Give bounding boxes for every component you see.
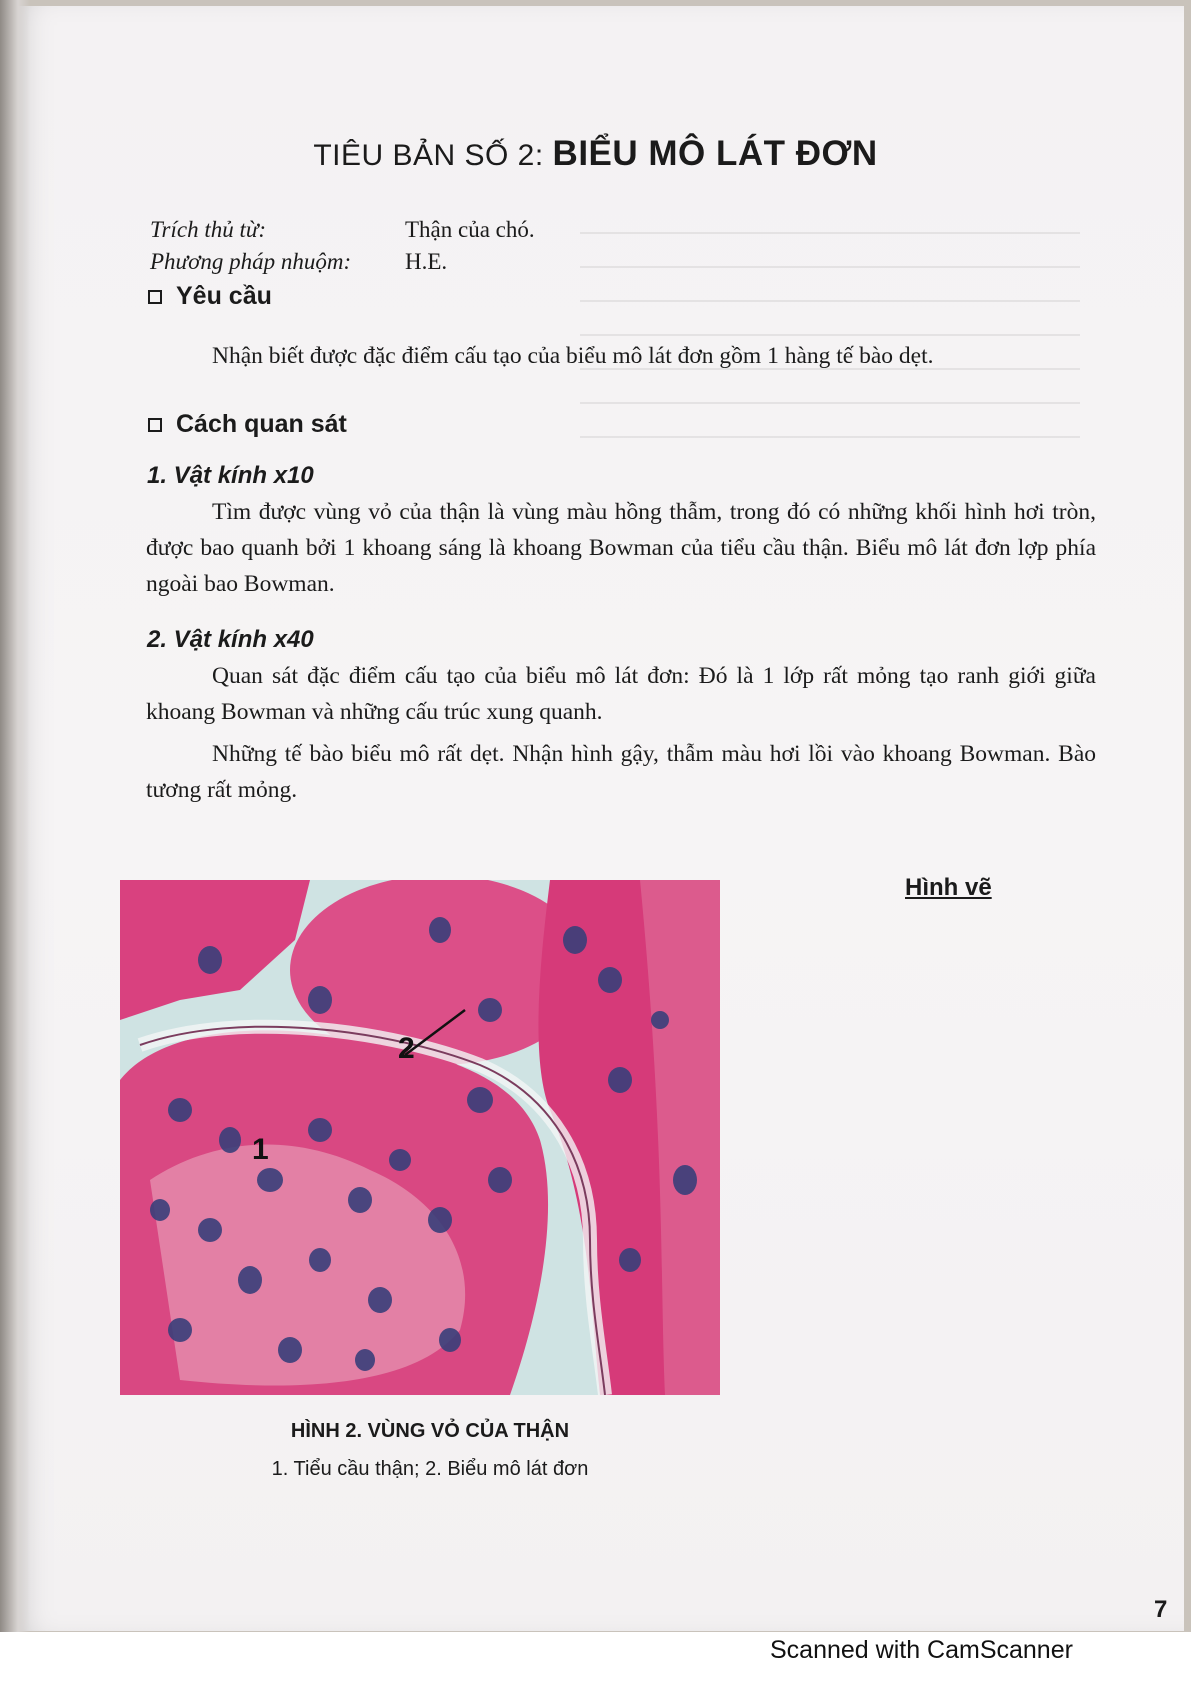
x40-text-1: Quan sát đặc điểm cấu tạo của biểu mô lát đơn: Đó là 1 lớp rất mỏng tạo ranh giới giữa khoang Bowman và những cấu trúc xung quanh.: [146, 663, 1096, 725]
page-binding-shadow: [0, 0, 30, 1640]
figure-label-1: 1: [252, 1133, 269, 1166]
micrograph-image: [120, 880, 720, 1395]
stain-value: H.E.: [405, 249, 448, 274]
meta-source-row: [150, 214, 535, 246]
requirement-heading: [148, 282, 272, 311]
source-label: Trích thủ từ:: [150, 217, 267, 242]
requirement-heading-text: Yêu cầu: [176, 282, 272, 310]
x40-text-2: Những tế bào biểu mô rất dẹt. Nhận hình gậy, thẫm màu hơi lồi vào khoang Bowman. Bào tương rất mỏng.: [146, 741, 1096, 803]
figure-caption-text: 1. Tiểu cầu thận; 2. Biểu mô lát đơn: [271, 1458, 589, 1480]
requirement-paragraph: [146, 338, 1096, 374]
x10-paragraph: [146, 494, 1096, 602]
checkbox-square-icon: [148, 290, 162, 304]
specimen-meta: [150, 214, 535, 278]
show-through-text: [580, 210, 1080, 440]
x40-heading: 2. Vật kính x40: [147, 626, 314, 653]
figure-label-2: 2: [398, 1032, 415, 1065]
stain-label: Phương pháp nhuộm:: [150, 249, 352, 274]
title-prefix: TIÊU BẢN SỐ 2:: [313, 139, 544, 172]
observation-heading: [148, 410, 347, 439]
observation-heading-text: Cách quan sát: [176, 410, 347, 438]
x10-text: Tìm được vùng vỏ của thận là vùng màu hồng thẫm, trong đó có những khối hình hơi tròn, được bao quanh bởi 1 khoang sáng là khoang Bowman của tiểu cầu thận. Biểu mô lát đơn lợp phía ngoài bao Bowman.: [146, 499, 1096, 597]
figure-caption-title: HÌNH 2. VÙNG VỎ CỦA THẬN: [290, 1420, 570, 1442]
drawing-label: Hình vẽ: [905, 874, 992, 901]
meta-stain-row: [150, 246, 535, 278]
page-title: [0, 134, 1191, 174]
x40-paragraph: [146, 658, 1096, 808]
source-value: Thận của chó.: [405, 217, 535, 242]
scanner-watermark: Scanned with CamScanner: [770, 1636, 1073, 1664]
micrograph-figure: [120, 880, 720, 1395]
x10-heading: 1. Vật kính x10: [147, 462, 314, 489]
requirement-text: Nhận biết được đặc điểm cấu tạo của biểu mô lát đơn gồm 1 hàng tế bào dẹt.: [212, 343, 934, 369]
title-main: BIỂU MÔ LÁT ĐƠN: [552, 134, 878, 173]
checkbox-square-icon: [148, 418, 162, 432]
page-number: 7: [1154, 1596, 1168, 1623]
